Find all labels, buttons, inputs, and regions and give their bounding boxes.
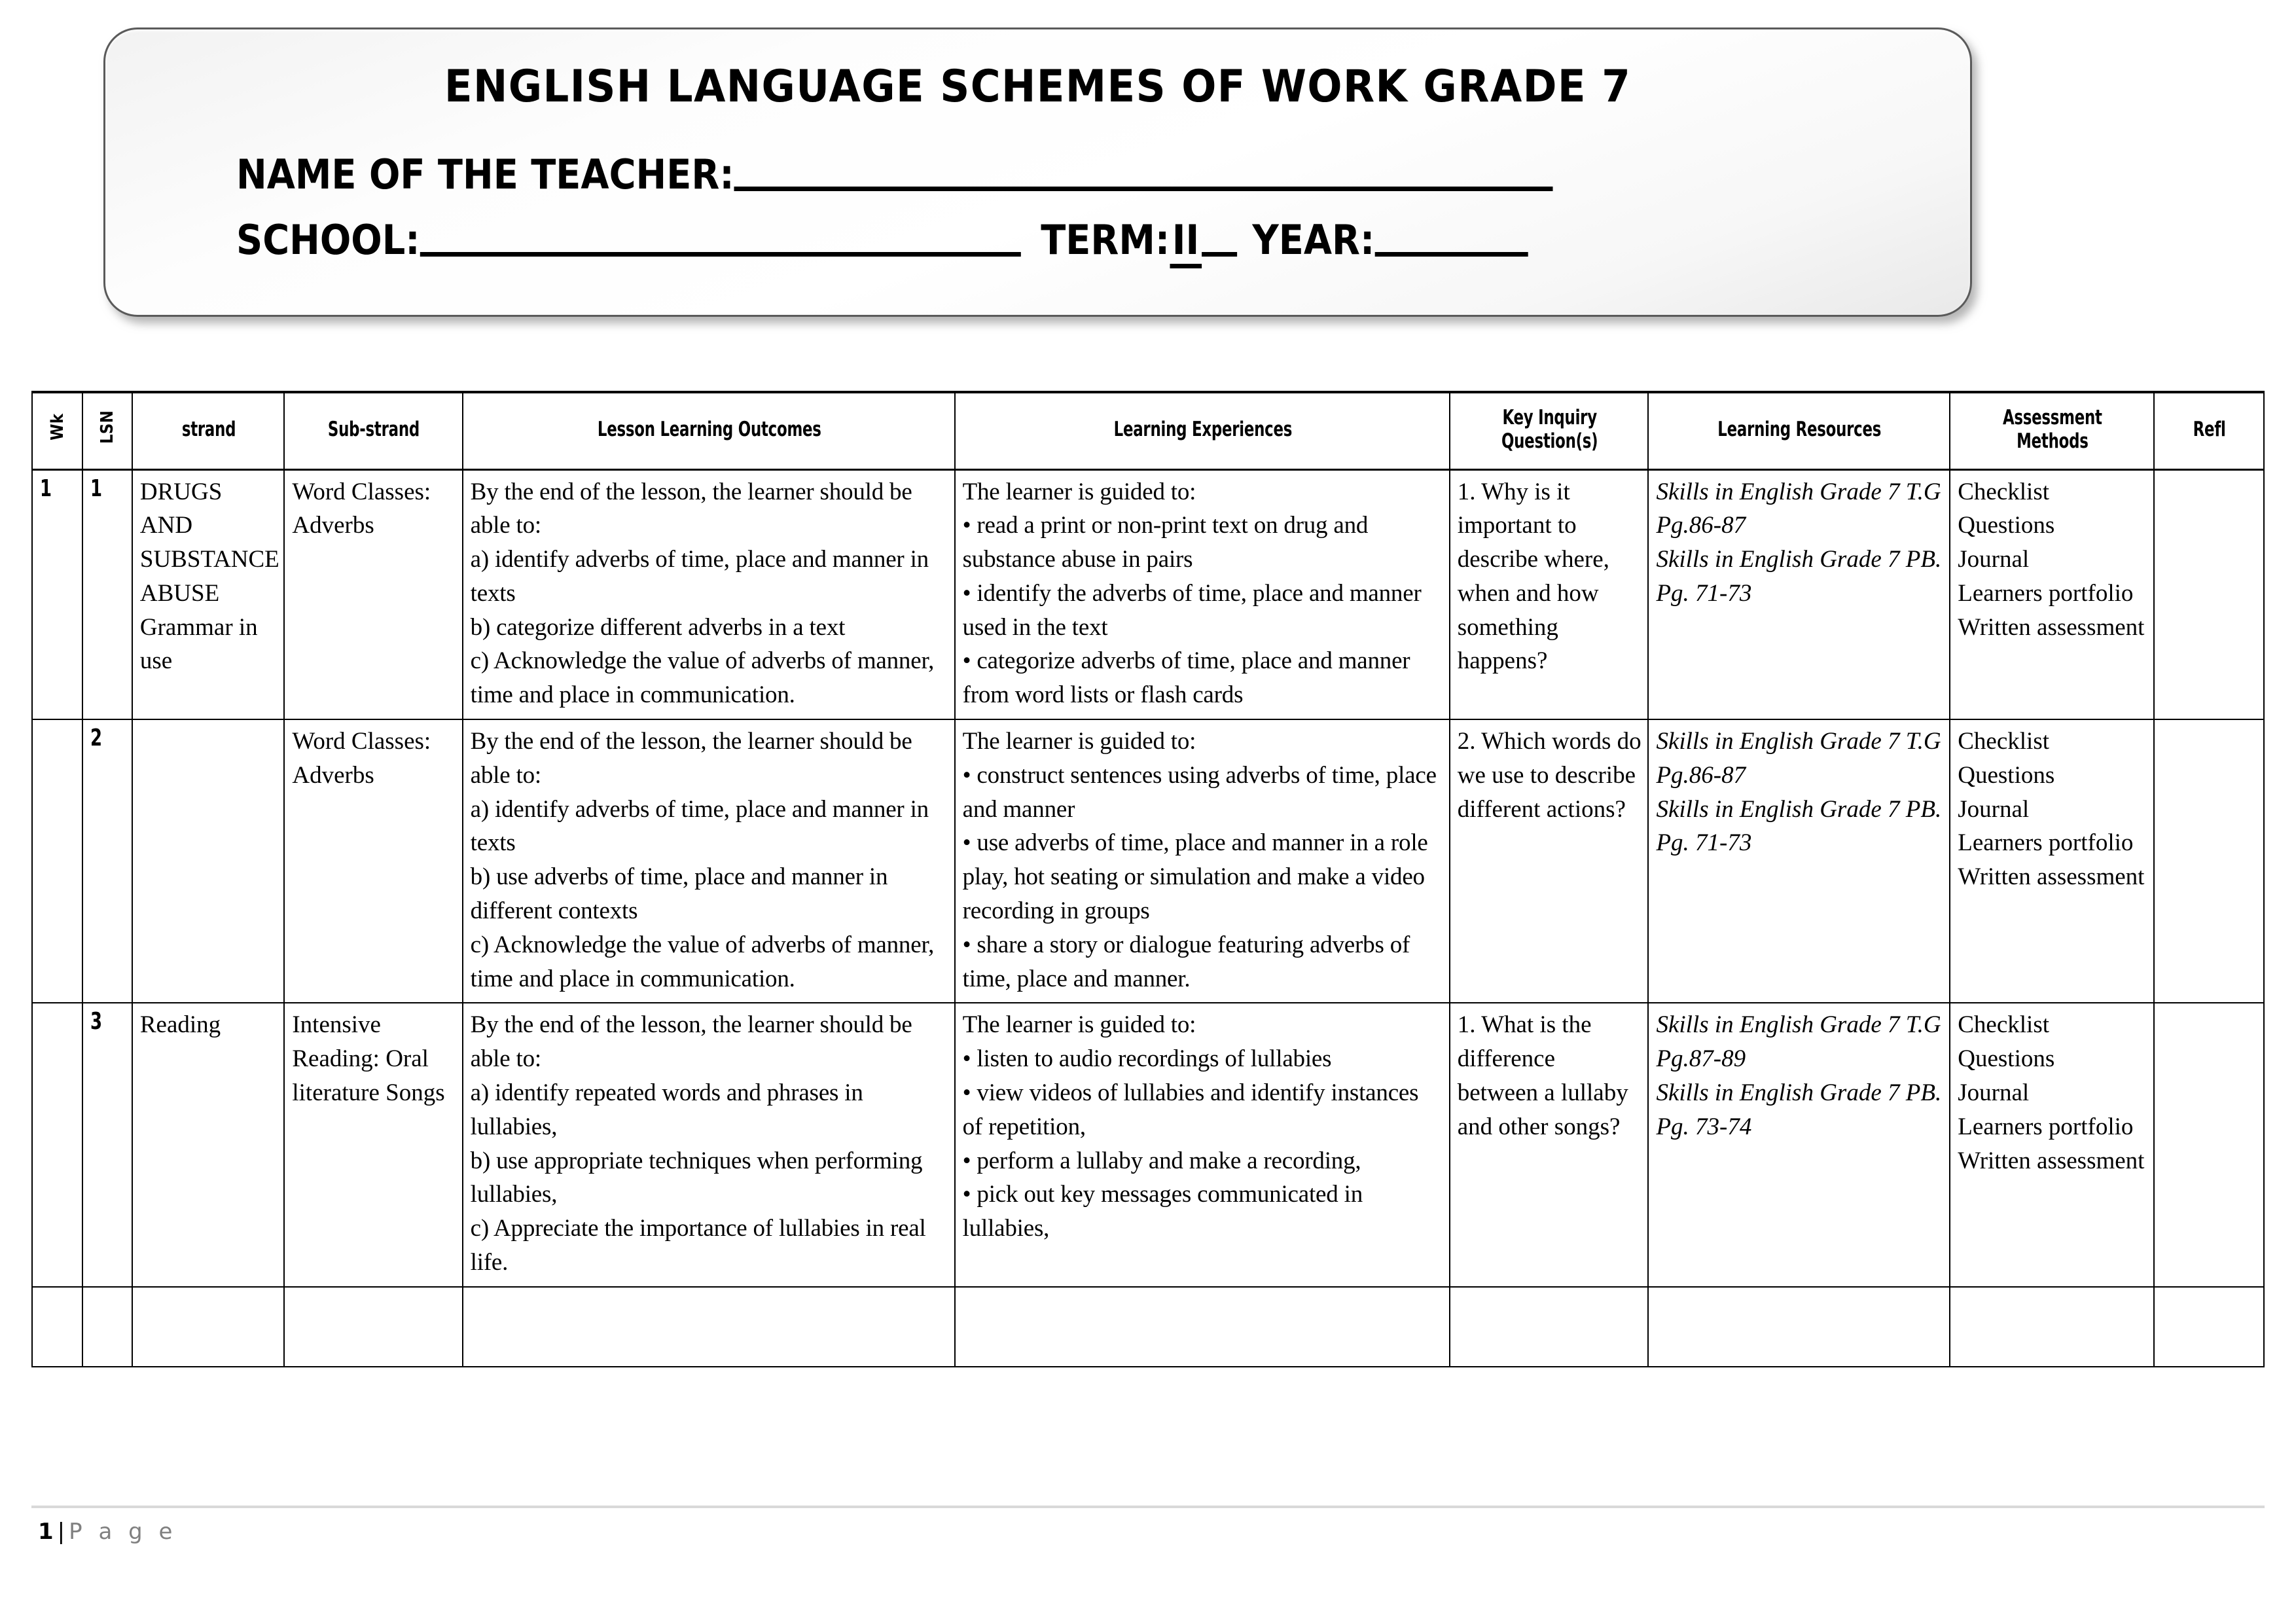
cell-line: b) use adverbs of time, place and manner in different contexts: [470, 863, 888, 925]
footer-divider: [31, 1506, 2265, 1508]
cell-line: • view videos of lullabies and identify instances of repetition,: [962, 1079, 1419, 1140]
cell-lesson-learning-outcomes[interactable]: [463, 719, 955, 1003]
cell-learning-resources[interactable]: [1648, 719, 1950, 1003]
cell-line: Checklist: [1958, 728, 2050, 755]
cell-line: • construct sentences using adverbs of time, place and manner: [962, 761, 1437, 823]
cell-line: Written assessment: [1958, 613, 2145, 641]
cell-lesson-learning-outcomes[interactable]: [463, 1287, 955, 1367]
cell-key-inquiry-question[interactable]: [1450, 1287, 1649, 1367]
school-term-year-field-row: [236, 216, 1528, 268]
cell-key-inquiry-question[interactable]: [1450, 469, 1649, 719]
cell-strand[interactable]: DRUGS AND SUBSTANCE ABUSE Grammar in use: [132, 469, 284, 719]
cell-assessment-methods[interactable]: [1950, 719, 2154, 1003]
term-label: TERM:: [1041, 216, 1170, 264]
cell-line: • categorize adverbs of time, place and manner from word lists or flash cards: [962, 647, 1410, 709]
table-row: [32, 1287, 2264, 1367]
document-title: ENGLISH LANGUAGE SCHEMES OF WORK GRADE 7: [444, 61, 1632, 113]
column-header-strand: strand: [146, 392, 271, 469]
cell-substrand[interactable]: Word Classes: Adverbs: [284, 719, 462, 1003]
cell-line: Questions: [1958, 761, 2055, 789]
cell-line: b) use appropriate techniques when performing lullabies,: [470, 1147, 923, 1208]
page-footer: [38, 1519, 177, 1545]
footer-page-word: P a g e: [69, 1519, 177, 1545]
cell-assessment-methods[interactable]: [1950, 1003, 2154, 1286]
footer-separator: |: [57, 1519, 65, 1545]
cell-learning-experiences[interactable]: [955, 719, 1450, 1003]
cell-wk[interactable]: [32, 1003, 82, 1286]
cell-line: • identify the adverbs of time, place and manner used in the text: [962, 579, 1422, 641]
term-value[interactable]: II: [1170, 216, 1202, 268]
cell-line: Checklist: [1958, 1011, 2050, 1039]
cell-line: Learners portfolio: [1958, 1113, 2134, 1140]
cell-line: Journal: [1958, 1079, 2030, 1107]
cell-line: Questions: [1958, 512, 2055, 539]
cell-line: Skills in English Grade 7 PB. Pg. 71-73: [1656, 795, 1942, 857]
school-blank[interactable]: [420, 252, 1021, 257]
cell-line: • listen to audio recordings of lullabies: [962, 1045, 1332, 1073]
teacher-name-label: NAME OF THE TEACHER:: [236, 151, 734, 198]
cell-line: b) categorize different adverbs in a text: [470, 613, 846, 641]
cell-learning-experiences[interactable]: [955, 1003, 1450, 1286]
cell-line: By the end of the lesson, the learner should be able to:: [470, 1011, 912, 1073]
cell-refl[interactable]: [2154, 469, 2264, 719]
footer-page-number: 1: [38, 1519, 54, 1545]
cell-line: • pick out key messages communicated in lullabies,: [962, 1181, 1363, 1242]
table-body: [32, 469, 2264, 1367]
column-header-lesson-learning-outcomes: Lesson Learning Outcomes: [507, 392, 910, 469]
title-banner: [103, 27, 1972, 317]
cell-lsn[interactable]: 1: [82, 469, 132, 719]
cell-line: Journal: [1958, 795, 2030, 823]
cell-lesson-learning-outcomes[interactable]: [463, 469, 955, 719]
cell-line: Journal: [1958, 546, 2030, 573]
cell-refl[interactable]: [2154, 1003, 2264, 1286]
cell-learning-resources[interactable]: [1648, 469, 1950, 719]
cell-line: c) Acknowledge the value of adverbs of manner, time and place in communication.: [470, 647, 935, 709]
column-header-wk: Wk: [37, 392, 79, 469]
cell-line: The learner is guided to:: [962, 478, 1196, 505]
cell-wk[interactable]: [32, 719, 82, 1003]
schemes-of-work-table: [31, 391, 2265, 1367]
cell-lesson-learning-outcomes[interactable]: [463, 1003, 955, 1286]
cell-line: Questions: [1958, 1045, 2055, 1073]
cell-line: • share a story or dialogue featuring adverbs of time, place and manner.: [962, 931, 1410, 992]
cell-line: The learner is guided to:: [962, 728, 1196, 755]
table-row: [32, 1003, 2264, 1286]
cell-line: 1. What is the difference between a lullaby and other songs?: [1457, 1011, 1628, 1140]
cell-strand[interactable]: [132, 719, 284, 1003]
cell-key-inquiry-question[interactable]: [1450, 719, 1649, 1003]
cell-wk[interactable]: 1: [32, 469, 82, 719]
cell-line: a) identify adverbs of time, place and manner in texts: [470, 546, 929, 607]
cell-assessment-methods[interactable]: [1950, 1287, 2154, 1367]
cell-substrand[interactable]: Intensive Reading: Oral literature Songs: [284, 1003, 462, 1286]
column-header-refl: Refl: [2164, 392, 2253, 469]
year-blank[interactable]: [1374, 252, 1528, 257]
cell-lsn[interactable]: [82, 1287, 132, 1367]
column-header-lsn: LSN: [87, 392, 128, 469]
column-header-substrand: Sub-strand: [300, 392, 446, 469]
cell-refl[interactable]: [2154, 1287, 2264, 1367]
cell-substrand[interactable]: Word Classes: Adverbs: [284, 469, 462, 719]
cell-line: c) Acknowledge the value of adverbs of manner, time and place in communication.: [470, 931, 935, 992]
cell-line: 1. Why is it important to describe where, when and how something happens?: [1457, 478, 1609, 675]
school-label: SCHOOL:: [236, 216, 420, 264]
cell-wk[interactable]: [32, 1287, 82, 1367]
cell-line: Written assessment: [1958, 1147, 2145, 1174]
cell-line: a) identify repeated words and phrases in lullabies,: [470, 1079, 863, 1140]
cell-line: Learners portfolio: [1958, 579, 2134, 607]
cell-learning-resources[interactable]: [1648, 1003, 1950, 1286]
table-row: [32, 719, 2264, 1003]
cell-strand[interactable]: [132, 1287, 284, 1367]
column-header-learning-experiences: Learning Experiences: [999, 392, 1405, 469]
cell-line: Skills in English Grade 7 PB. Pg. 73-74: [1656, 1079, 1942, 1140]
table-row: [32, 469, 2264, 719]
cell-line: c) Appreciate the importance of lullabies in real life.: [470, 1215, 926, 1276]
cell-line: • use adverbs of time, place and manner in a role play, hot seating or simulation and make a video recording in groups: [962, 829, 1428, 925]
cell-strand[interactable]: Reading: [132, 1003, 284, 1286]
cell-assessment-methods[interactable]: [1950, 469, 2154, 719]
cell-line: • perform a lullaby and make a recording,: [962, 1147, 1361, 1174]
column-header-learning-resources: Learning Resources: [1676, 392, 1923, 469]
cell-line: By the end of the lesson, the learner should be able to:: [470, 478, 912, 539]
cell-line: By the end of the lesson, the learner should be able to:: [470, 728, 912, 789]
cell-line: Skills in English Grade 7 PB. Pg. 71-73: [1656, 546, 1942, 607]
cell-line: Skills in English Grade 7 T.G Pg.86-87: [1656, 728, 1941, 789]
cell-learning-experiences[interactable]: [955, 1287, 1450, 1367]
cell-lsn[interactable]: 2: [82, 719, 132, 1003]
cell-learning-experiences[interactable]: [955, 469, 1450, 719]
cell-lsn[interactable]: 3: [82, 1003, 132, 1286]
cell-refl[interactable]: [2154, 719, 2264, 1003]
cell-line: The learner is guided to:: [962, 1011, 1196, 1039]
year-label: YEAR:: [1252, 216, 1375, 264]
term-blank[interactable]: [1202, 252, 1237, 257]
cell-line: a) identify adverbs of time, place and manner in texts: [470, 795, 929, 857]
cell-substrand[interactable]: [284, 1287, 462, 1367]
cell-key-inquiry-question[interactable]: [1450, 1003, 1649, 1286]
table-header: [32, 392, 2264, 469]
table-header-row: [32, 392, 2264, 469]
cell-line: 2. Which words do we use to describe different actions?: [1457, 728, 1641, 823]
cell-line: Written assessment: [1958, 863, 2145, 891]
teacher-name-field-row: [236, 151, 1553, 198]
cell-line: Skills in English Grade 7 T.G Pg.86-87: [1656, 478, 1941, 539]
cell-learning-resources[interactable]: [1648, 1287, 1950, 1367]
cell-line: Learners portfolio: [1958, 829, 2134, 857]
column-header-key-inquiry-questions: Key Inquiry Question(s): [1467, 392, 1630, 469]
column-header-assessment-methods: Assessment Methods: [1968, 392, 2136, 469]
teacher-name-blank[interactable]: [734, 187, 1553, 191]
cell-line: Checklist: [1958, 478, 2050, 505]
cell-line: • read a print or non-print text on drug and substance abuse in pairs: [962, 512, 1369, 573]
cell-line: Skills in English Grade 7 T.G Pg.87-89: [1656, 1011, 1941, 1073]
